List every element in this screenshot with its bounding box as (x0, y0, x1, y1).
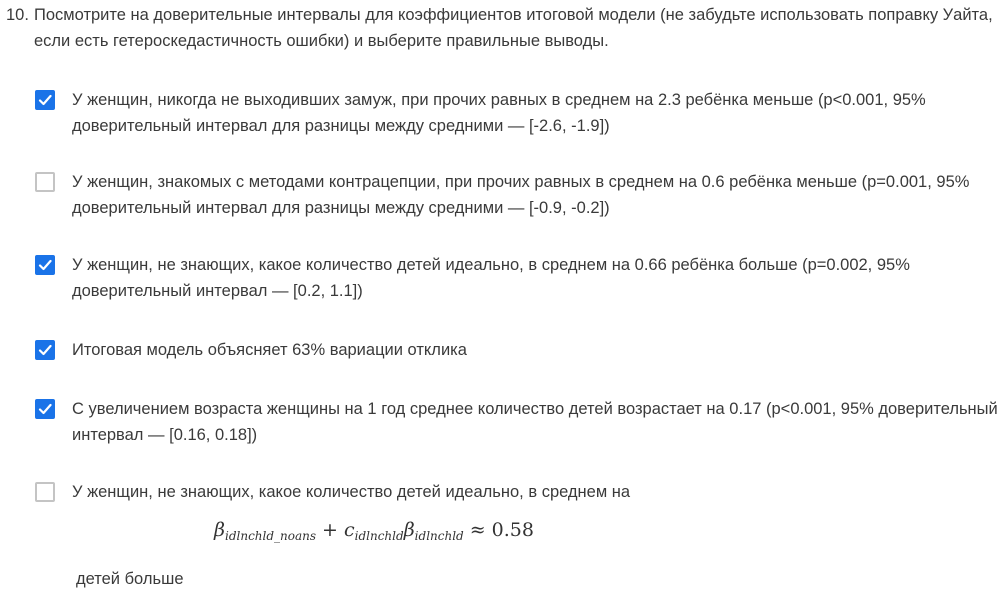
checkmark-icon (38, 402, 52, 416)
checkmark-icon (38, 343, 52, 357)
option-2-label: У женщин, знакомых с методами контрацепции, при прочих равных в среднем на 0.6 ребёнка меньше (p=0.001, 95% доверительный интервал для разницы между средними — [-0.9, -0.2]) (72, 173, 970, 217)
formula-beta-1: β (214, 519, 225, 541)
option-5-label: С увеличением возраста женщины на 1 год среднее количество детей возрастает на 0.17 (p<0.001, 95% доверительный интервал — [0.16, 0.18]) (72, 400, 998, 444)
formula-value: 0.58 (491, 519, 534, 541)
option-5[interactable] (35, 396, 1000, 448)
option-4[interactable] (35, 337, 1000, 363)
option-1[interactable] (35, 87, 1000, 139)
formula-plus: + (322, 519, 338, 541)
option-4-checkbox[interactable] (35, 340, 55, 360)
option-3[interactable] (35, 252, 1000, 304)
option-6-suffix: детей больше (76, 570, 184, 588)
formula-sub-beta: idlnchld (414, 529, 464, 543)
option-5-checkbox[interactable] (35, 399, 55, 419)
formula-beta-2: β (403, 519, 415, 541)
question-number: 10. (6, 6, 29, 24)
option-1-checkbox[interactable] (35, 90, 55, 110)
formula-sub-noans: idlnchld_noans (224, 529, 317, 543)
option-3-checkbox[interactable] (35, 255, 55, 275)
option-3-label: У женщин, не знающих, какое количество детей идеально, в среднем на 0.66 ребёнка больше (p=0.002, 95% доверительный интервал — [0.2, 1.1]) (72, 256, 910, 300)
option-2-checkbox[interactable] (35, 172, 55, 192)
option-6-checkbox[interactable] (35, 482, 55, 502)
formula-sub-c: idlnchld (354, 529, 404, 543)
option-2[interactable] (35, 169, 1000, 221)
question (6, 2, 996, 54)
formula-c: c (343, 519, 355, 541)
option-6[interactable] (35, 479, 1000, 505)
checkmark-icon (38, 258, 52, 272)
question-text: Посмотрите на доверительные интервалы для коэффициентов итоговой модели (не забудьте использовать поправку Уайта, если есть гетероскедастичность ошибки) и выберите правильные выводы. (34, 6, 993, 50)
checkmark-icon (38, 93, 52, 107)
formula-approx: ≈ (469, 519, 486, 541)
formula (214, 519, 534, 543)
option-1-label: У женщин, никогда не выходивших замуж, при прочих равных в среднем на 2.3 ребёнка меньше (p<0.001, 95% доверительный интервал для разницы между средними — [-2.6, -1.9]) (72, 91, 926, 135)
option-4-label: Итоговая модель объясняет 63% вариации отклика (72, 341, 467, 359)
option-6-label: У женщин, не знающих, какое количество детей идеально, в среднем на (72, 483, 631, 501)
